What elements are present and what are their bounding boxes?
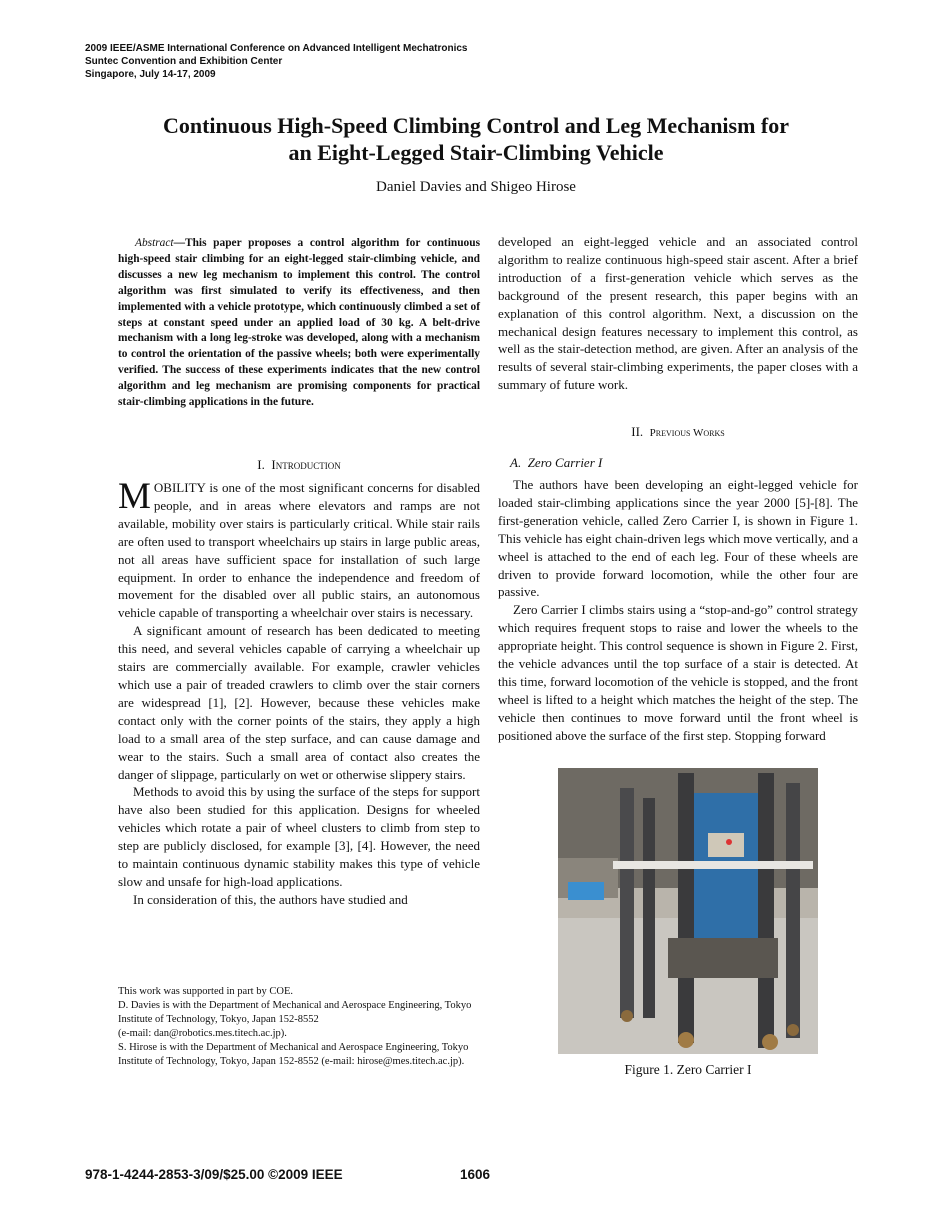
footnote-funding: This work was supported in part by COE. bbox=[118, 986, 293, 997]
vehicle-wheel bbox=[762, 1034, 778, 1050]
vehicle-leg bbox=[620, 788, 634, 1018]
vehicle-wheel bbox=[678, 1032, 694, 1048]
subsection-title: Zero Carrier I bbox=[527, 455, 603, 470]
vehicle-wheel bbox=[787, 1024, 799, 1036]
title-line-2: an Eight-Legged Stair-Climbing Vehicle bbox=[288, 140, 664, 165]
figure-1-caption: Figure 1. Zero Carrier I bbox=[624, 1062, 752, 1077]
vehicle-leg bbox=[643, 798, 655, 1018]
vehicle-blue-seat bbox=[568, 882, 604, 900]
section-2-number: II. bbox=[631, 424, 644, 439]
intro-paragraph-4-cont: developed an eight-legged vehicle and an associated control algorithm to realize continuous high-speed stair ascent. After a brief introduction of a first-generation vehicle which serves as the background of the present research, this paper begins with an explanation of this control algorithm. Next, a discussion on the mechanical design features necessary to implement this control, as well as the stair-detection method, are given. After an analysis of the results of several stair-climbing experiments, the paper closes with a summary of future work. bbox=[498, 234, 858, 393]
vehicle-leg bbox=[786, 783, 800, 1038]
intro-paragraph-1: MOBILITY is one of the most significant concerns for disabled people, and in areas where elevators and ramps are not available, mobility over stairs is particularly critical. While stair rails are often used to transport wheelchairs up stairs in large public areas, not all areas have sufficient space for installation of such large equipment. In order to enhance the independence and freedom of movement for the disabled over all public stairs, an autonomous vehicle capable of transporting a wheelchair over stairs is necessary. bbox=[118, 476, 480, 621]
vehicle-leg bbox=[678, 773, 694, 1043]
section-1-number: I. bbox=[257, 457, 265, 472]
section-1-heading bbox=[118, 457, 480, 473]
vehicle-leg bbox=[758, 773, 774, 1048]
zero-carrier-paragraph-2: Zero Carrier I climbs stairs using a “stop-and-go” control strategy which requires frequent stops to raise and lower the wheels to the appropriate height. This control sequence is shown in Figure 2. First, the vehicle advances until the top surface of a stair is detected. At this time, forward locomotion of the vehicle is stopped, and the front wheel is lifted to a height which matches the height of the step. The vehicle then continues to move forward until the front wheel is positioned above the surface of the first step. Stopping forward bbox=[498, 602, 858, 743]
conference-header bbox=[85, 42, 468, 81]
intro-paragraph-2: A significant amount of research has been dedicated to meeting this need, and several vehicles capable of carrying a wheelchair up stairs are commercially available. For example, crawler vehicles which use a pair of treaded crawlers to climb over the stair corners are widespread [1], [2]. However, because these vehicles make contact only with the corner points of the stairs, they apply a high load to a small area of the step surface, and can cause damage and wear to the stairs. Such a small area of contact also creates the danger of slippage, particularly on wet or otherwise slippery stairs. bbox=[118, 623, 480, 782]
paper-authors: Daniel Davies and Shigeo Hirose bbox=[376, 179, 576, 195]
abstract-label: Abstract bbox=[135, 237, 174, 249]
abstract bbox=[118, 236, 480, 411]
vehicle-control-box bbox=[708, 833, 744, 857]
conference-date: Singapore, July 14-17, 2009 bbox=[85, 69, 216, 80]
subsection-label: A. bbox=[510, 455, 522, 470]
footnotes bbox=[118, 985, 480, 1069]
right-column-continuation bbox=[498, 233, 858, 394]
section-1-title: Introduction bbox=[271, 457, 341, 472]
section-2-body bbox=[498, 476, 858, 745]
conference-venue: Suntec Convention and Exhibition Center bbox=[85, 56, 283, 67]
figure-1-photo bbox=[558, 768, 818, 1054]
title-line-1: Continuous High-Speed Climbing Control and Leg Mechanism for bbox=[162, 113, 790, 138]
vehicle-wheel bbox=[621, 1010, 633, 1022]
vehicle-frame-band bbox=[613, 861, 813, 869]
vehicle-indicator-light bbox=[726, 839, 732, 845]
intro-paragraph-4: In consideration of this, the authors have studied and bbox=[133, 891, 408, 907]
conference-name: 2009 IEEE/ASME International Conference on Advanced Intelligent Mechatronics bbox=[85, 43, 468, 54]
zero-carrier-paragraph-1: The authors have been developing an eight-legged vehicle for loaded stair-climbing applications since the year 2000 [5]-[8]. The first-generation vehicle, called Zero Carrier I, is shown in Figure 1. This vehicle has eight chain-driven legs which move vertically, and a wheel is attached to the end of each leg. Four of these wheels are driven to provide forward locomotion, while the other four are passive. bbox=[498, 477, 858, 600]
section-2-heading bbox=[498, 424, 858, 440]
drop-cap: M bbox=[118, 476, 151, 517]
abstract-text: —This paper proposes a control algorithm for continuous high-speed stair climbing for an eight-legged stair-climbing vehicle, and discusses a new leg mechanism to implement this control. The control algorithm was first simulated to verify its effectiveness, and then implemented with a vehicle prototype, which continuously climbed a set of steps at constant speed under an applied load of 30 kg. A belt-drive mechanism with a long leg-stroke was developed, along with a mechanism to control the orientation of the passive wheels; both were experimentally verified. The success of these experiments indicates that the new control algorithm and leg mechanism are promising components for practical stair-climbing applications in the future. bbox=[118, 237, 480, 409]
footer-isbn: 978-1-4244-2853-3/09/$25.00 ©2009 IEEE bbox=[85, 1167, 343, 1182]
introduction-body bbox=[118, 476, 480, 909]
paper-title bbox=[60, 112, 892, 166]
footnote-hirose: S. Hirose is with the Department of Mechanical and Aerospace Engineering, Tokyo Institute of Technology, Tokyo, Japan 152-8552 (e-mail: hirose@mes.titech.ac.jp). bbox=[118, 1042, 469, 1067]
footnote-davies: D. Davies is with the Department of Mechanical and Aerospace Engineering, Tokyo Institute of Technology, Tokyo, Japan 152-8552 bbox=[118, 1000, 472, 1025]
vehicle-lower-frame bbox=[668, 938, 778, 978]
subsection-heading bbox=[510, 455, 602, 471]
intro-paragraph-3: Methods to avoid this by using the surface of the steps for support have also been studied for this application. Designs for wheeled vehicles which rotate a pair of wheel clusters to climb from step to step are publicly disclosed, for example [3], [4]. However, the need to maintain continuous dynamic stability makes this type of vehicle slow and unsafe for high-load applications. bbox=[118, 784, 480, 889]
footnote-davies-email: (e-mail: dan@robotics.mes.titech.ac.jp). bbox=[118, 1028, 287, 1039]
section-2-title: Previous Works bbox=[649, 427, 725, 439]
page-number: 1606 bbox=[460, 1167, 491, 1182]
